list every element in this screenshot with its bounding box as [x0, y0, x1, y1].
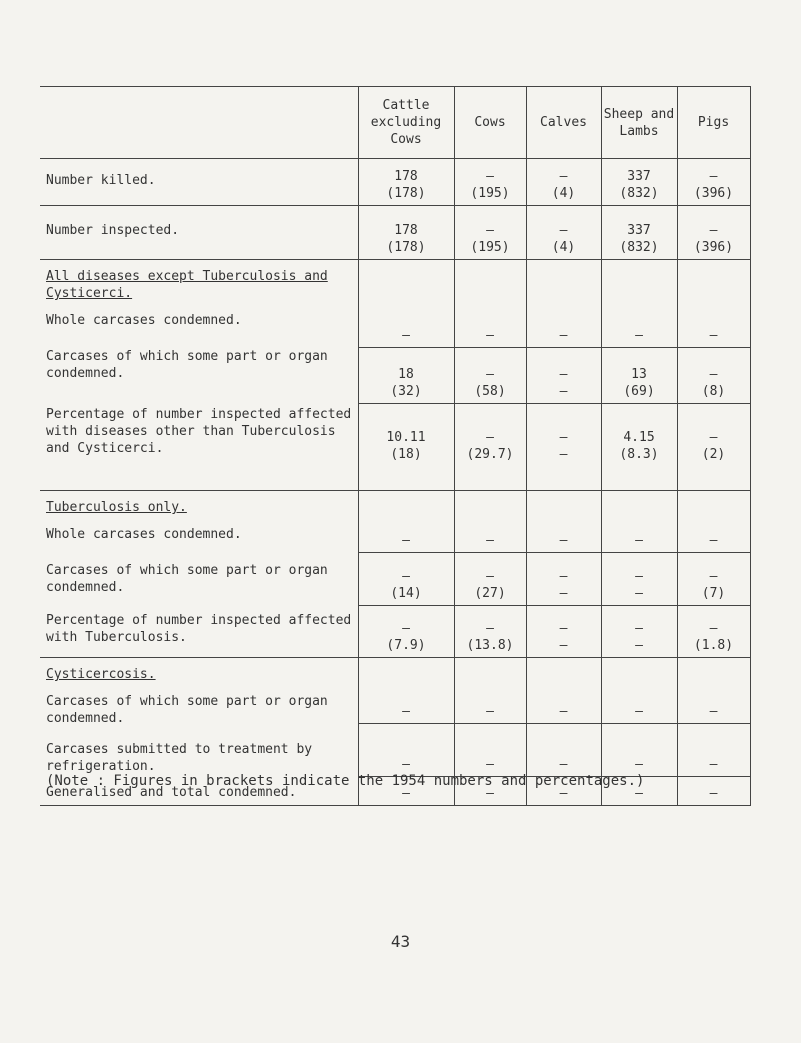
header-corner: [40, 87, 358, 159]
row-label: Carcases of which some part or organ condemned.: [46, 563, 328, 595]
value-cell: – –: [601, 606, 677, 658]
row-all-whole: [40, 260, 750, 348]
value-cell: – (13.8): [454, 606, 526, 658]
row-label: Carcases submitted to treatment by refrigeration.: [46, 742, 313, 774]
value-cell: – –: [526, 348, 601, 404]
value-cell: – (7.9): [358, 606, 454, 658]
row-label: Carcases of which some part or organ condemned.: [46, 349, 328, 381]
value-cell: –: [454, 777, 526, 806]
section-title: All diseases except Tuberculosis and Cysticerci.: [46, 269, 328, 301]
section-title: Cysticercosis.: [46, 667, 156, 682]
value-cell: –: [526, 658, 601, 724]
value-cell: – (4): [526, 206, 601, 260]
header-pigs: Pigs: [677, 87, 750, 159]
header-cows: Cows: [454, 87, 526, 159]
row-label: Number inspected.: [40, 206, 358, 260]
footnote: (Note : Figures in brackets indicate the 1954 numbers and percentages.): [46, 773, 645, 789]
value-cell: –: [601, 491, 677, 553]
value-cell: – (1.8): [677, 606, 750, 658]
value-cell: – (4): [526, 159, 601, 206]
value-cell: 13 (69): [601, 348, 677, 404]
header-sheep: Sheep and Lambs: [601, 87, 677, 159]
header-calves: Calves: [526, 87, 601, 159]
value-cell: –: [358, 491, 454, 553]
value-cell: – –: [601, 553, 677, 606]
value-cell: 337 (832): [601, 159, 677, 206]
page-number: 43: [390, 932, 411, 951]
value-cell: – (2): [677, 404, 750, 491]
value-cell: –: [677, 260, 750, 348]
value-cell: – (7): [677, 553, 750, 606]
value-cell: – (27): [454, 553, 526, 606]
value-cell: – (396): [677, 159, 750, 206]
row-label: Percentage of number inspected affected with Tuberculosis.: [46, 613, 352, 645]
value-cell: – (8): [677, 348, 750, 404]
row-number-killed: [40, 159, 750, 206]
row-label: Percentage of number inspected affected with diseases other than Tuberculosis and Cysticerci.: [46, 407, 352, 456]
value-cell: –: [526, 724, 601, 777]
value-cell: – (58): [454, 348, 526, 404]
value-cell: –: [358, 724, 454, 777]
value-cell: –: [677, 491, 750, 553]
value-cell: –: [358, 658, 454, 724]
value-cell: 18 (32): [358, 348, 454, 404]
row-label: Carcases of which some part or organ condemned.: [46, 694, 328, 726]
row-label: Generalised and total condemned.: [46, 785, 297, 800]
value-cell: –: [454, 658, 526, 724]
section-title: Tuberculosis only.: [46, 500, 187, 515]
value-cell: – (195): [454, 206, 526, 260]
value-cell: –: [677, 658, 750, 724]
value-cell: – –: [526, 404, 601, 491]
value-cell: 178 (178): [358, 159, 454, 206]
value-cell: –: [358, 260, 454, 348]
value-cell: –: [454, 260, 526, 348]
value-cell: – (29.7): [454, 404, 526, 491]
value-cell: 337 (832): [601, 206, 677, 260]
section-tuberculosis: [40, 491, 358, 658]
value-cell: –: [526, 491, 601, 553]
value-cell: –: [526, 777, 601, 806]
value-cell: – –: [526, 553, 601, 606]
value-cell: – –: [526, 606, 601, 658]
value-cell: 4.15 (8.3): [601, 404, 677, 491]
value-cell: –: [526, 260, 601, 348]
value-cell: 10.11 (18): [358, 404, 454, 491]
row-tb-whole: [40, 491, 750, 553]
value-cell: –: [601, 724, 677, 777]
value-cell: –: [601, 777, 677, 806]
value-cell: – (195): [454, 159, 526, 206]
value-cell: –: [601, 260, 677, 348]
value-cell: –: [601, 658, 677, 724]
value-cell: –: [454, 491, 526, 553]
header-cattle: Cattle excluding Cows: [358, 87, 454, 159]
meat-inspection-table: [40, 86, 751, 806]
row-label: Whole carcases condemned.: [46, 313, 242, 328]
row-cyst-part: [40, 658, 750, 724]
row-number-inspected: [40, 206, 750, 260]
value-cell: –: [677, 724, 750, 777]
section-all-diseases: [40, 260, 358, 491]
row-label: Number killed.: [40, 159, 358, 206]
value-cell: – (14): [358, 553, 454, 606]
row-label: Whole carcases condemned.: [46, 527, 242, 542]
value-cell: –: [454, 724, 526, 777]
value-cell: 178 (178): [358, 206, 454, 260]
value-cell: –: [677, 777, 750, 806]
value-cell: – (396): [677, 206, 750, 260]
value-cell: –: [358, 777, 454, 806]
